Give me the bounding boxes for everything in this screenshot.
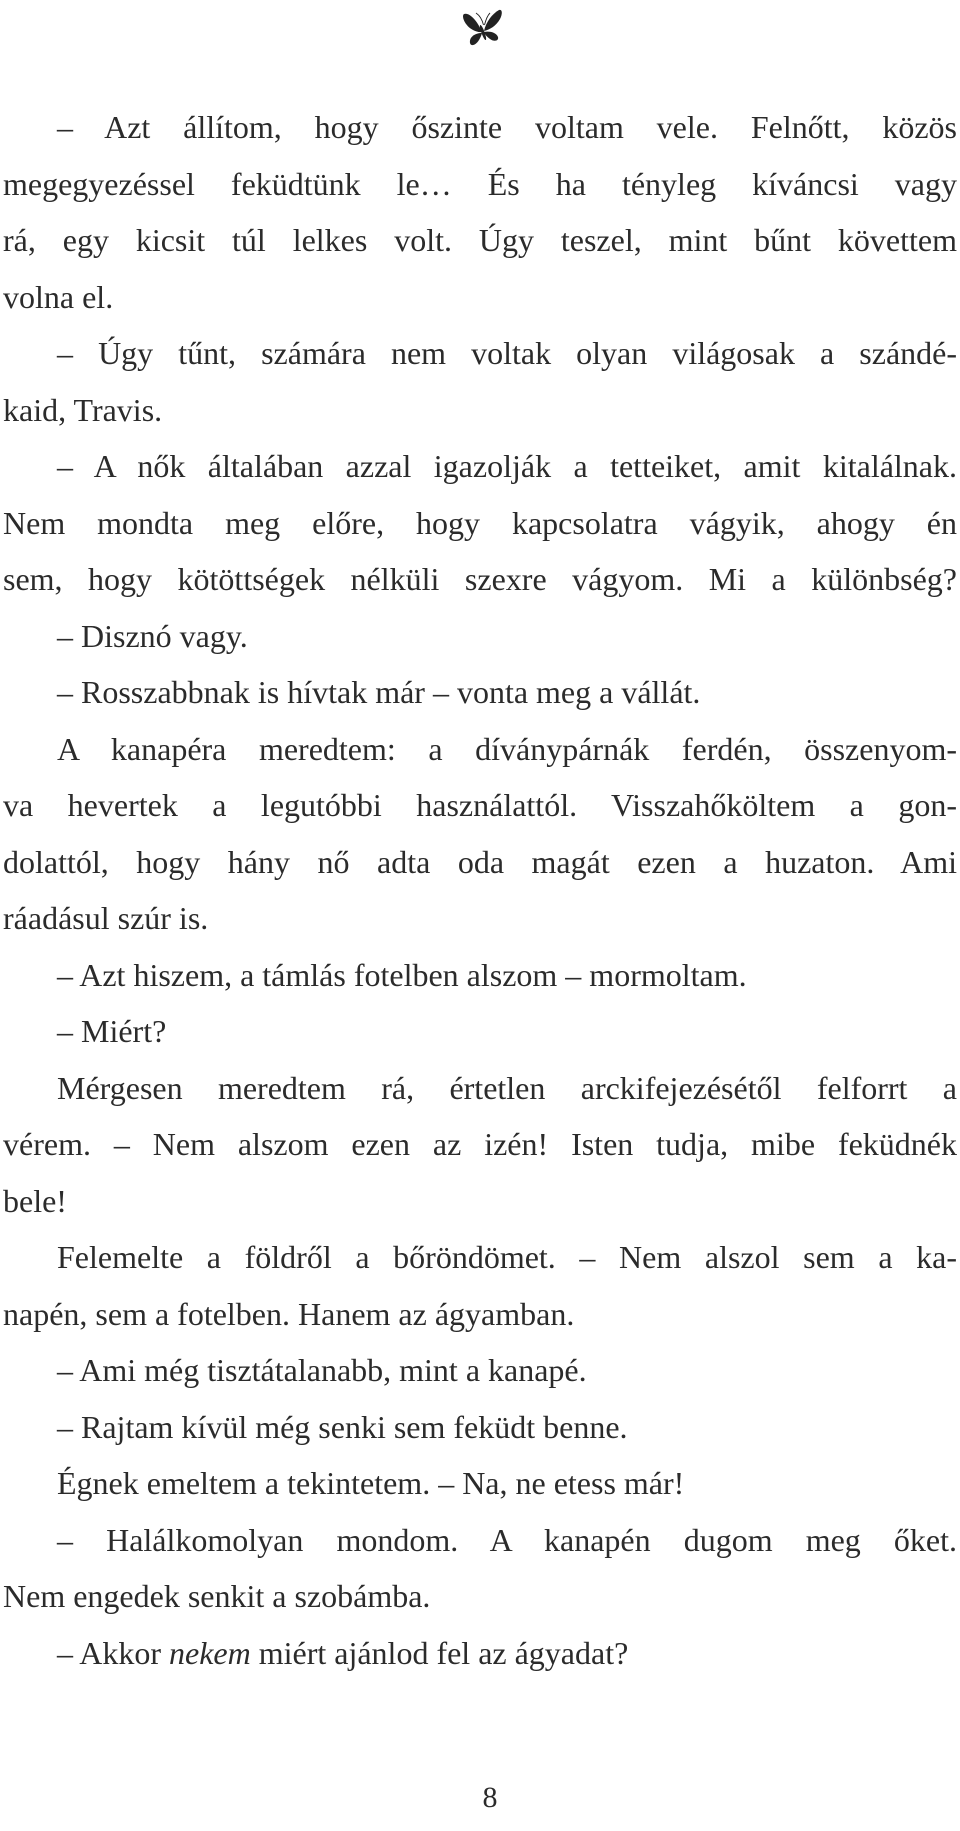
text-line: – Rosszabbnak is hívtak már – vonta meg a vállát. [57, 674, 701, 710]
text-segment: miért ajánlod fel az ágyadat? [250, 1634, 629, 1671]
text-line: – Halálkomolyan mondom. A kanapén dugom meg őket. [57, 1521, 957, 1558]
text-line: ráadásul szúr is. [3, 900, 209, 936]
text-line: Felemelte a földről a bőröndömet. – Nem alszol sem a ka- [57, 1239, 957, 1275]
text-line: napén, sem a fotelben. Hanem az ágyamban. [3, 1295, 575, 1332]
text-line: dolattól, hogy hány nő adta oda magát ezen a huzaton. Ami [3, 843, 957, 880]
page-number: 8 [482, 1781, 498, 1814]
text-line: volna el. [3, 278, 114, 315]
emphasized-word: nekem [169, 1634, 251, 1671]
text-line: Nem mondta meg előre, hogy kapcsolatra vágyik, ahogy én [3, 504, 957, 541]
chapter-ornament [0, 2, 960, 54]
text-line: Nem engedek senkit a szobámba. [3, 1578, 431, 1614]
text-line: rá, egy kicsit túl lelkes volt. Úgy teszel, mint bűnt követtem [3, 222, 957, 258]
text-line: vérem. – Nem alszom ezen az izén! Isten tudja, mibe feküdnék [3, 1126, 957, 1162]
text-line: – Miért? [57, 1013, 167, 1049]
text-line: va hevertek a legutóbbi használattól. Visszahőköltem a gon- [3, 787, 957, 823]
text-line: – Azt állítom, hogy őszinte voltam vele. Felnőtt, közös [57, 109, 957, 145]
text-line: – Ami még tisztátalanabb, mint a kanapé. [57, 1352, 587, 1388]
text-line: Mérgesen meredtem rá, értetlen arckifejezésétől felforrt a [57, 1069, 957, 1106]
text-line: – Rajtam kívül még senki sem feküdt benne. [57, 1408, 628, 1445]
text-segment: – Akkor [57, 1634, 169, 1671]
text-line: – Azt hiszem, a támlás fotelben alszom – mormoltam. [57, 956, 747, 993]
text-line [3, 1625, 957, 1682]
text-line: – Disznó vagy. [57, 617, 248, 654]
text-line: – A nők általában azzal igazolják a tetteiket, amit kitalálnak. [57, 448, 957, 484]
body-text [3, 99, 957, 1681]
text-line: A kanapéra meredtem: a díványpárnák ferdén, összenyom- [57, 730, 957, 767]
text-line: sem, hogy kötöttségek nélküli szexre vágyom. Mi a különbség? [3, 561, 957, 597]
text-line: Égnek emeltem a tekintetem. – Na, ne etess már! [57, 1465, 685, 1501]
text-line: bele! [3, 1182, 67, 1219]
butterfly-icon [459, 4, 507, 52]
text-line: – Úgy tűnt, számára nem voltak olyan világosak a szándé- [57, 335, 957, 371]
text-line: megegyezéssel feküdtünk le… És ha tényleg kíváncsi vagy [3, 165, 957, 202]
text-line: kaid, Travis. [3, 391, 163, 428]
